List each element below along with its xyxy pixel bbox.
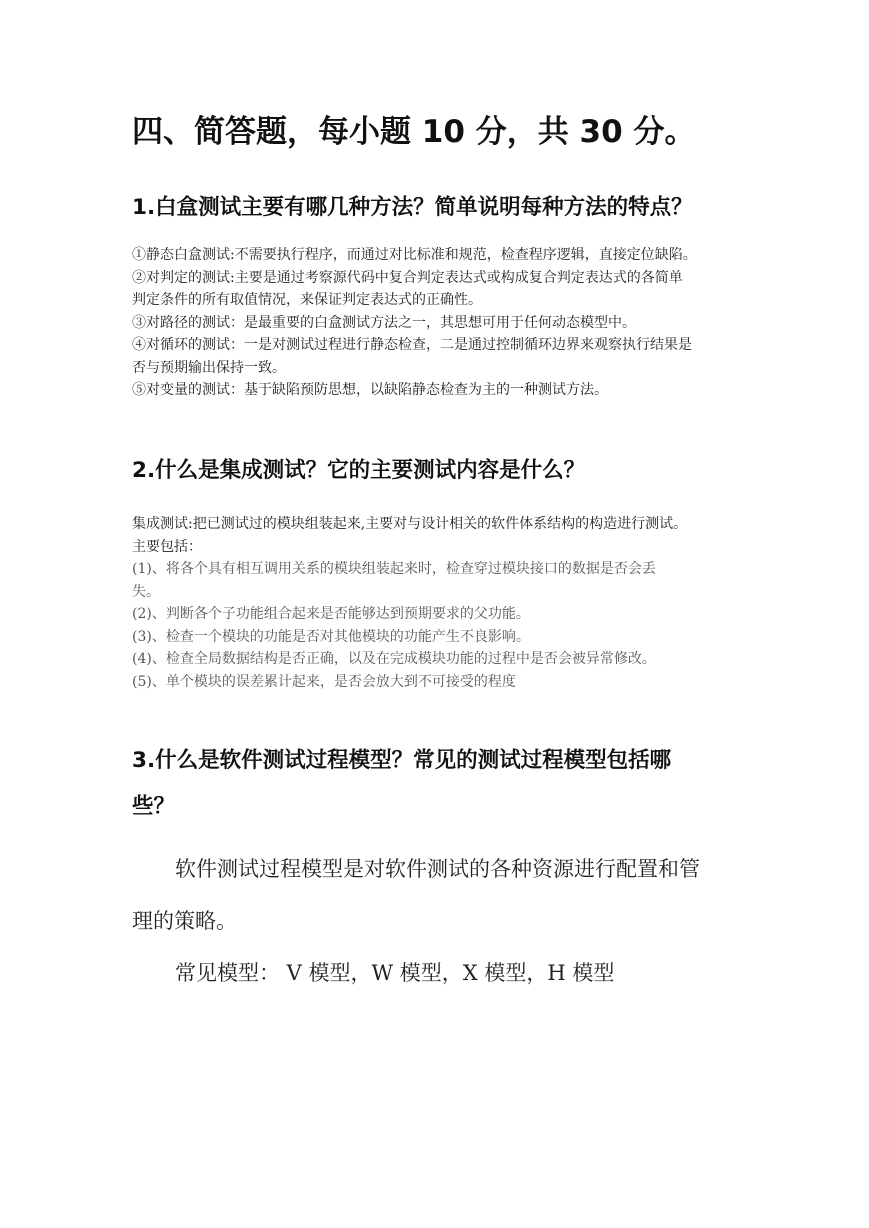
answer-line: (1)、将各个具有相互调用关系的模块组装起来时，检查穿过模块接口的数据是否会丢 bbox=[132, 561, 656, 577]
answer-line: 软件测试过程模型是对软件测试的各种资源进行配置和管 bbox=[175, 857, 700, 881]
answer-line: ③对路径的测试：是最重要的白盒测试方法之一，其思想可用于任何动态模型中。 bbox=[132, 314, 636, 331]
question-3-answer bbox=[132, 843, 746, 999]
answer-line: 否与预期输出保持一致。 bbox=[132, 359, 286, 376]
question-3-heading bbox=[132, 738, 752, 830]
answer-line: (4)、检查全局数据结构是否正确，以及在完成模块功能的过程中是否会被异常修改。 bbox=[132, 651, 656, 667]
question-1-answer bbox=[132, 244, 746, 402]
answer-line: 判定条件的所有取值情况，来保证判定表达式的正确性。 bbox=[132, 292, 482, 308]
answer-line: (2)、判断各个子功能组合起来是否能够达到预期要求的父功能。 bbox=[132, 606, 530, 622]
heading-line: 些？ bbox=[132, 794, 176, 819]
answer-line: ④对循环的测试：一是对测试过程进行静态检查，二是通过控制循环边界来观察执行结果是 bbox=[132, 337, 692, 353]
question-2-heading: 2.什么是集成测试？它的主要测试内容是什么？ bbox=[132, 458, 586, 483]
answer-line: (5)、单个模块的误差累计起来，是否会放大到不可接受的程度 bbox=[132, 673, 516, 690]
answer-line: 失。 bbox=[132, 583, 160, 600]
answer-line: 主要包括： bbox=[132, 538, 202, 555]
answer-line: ⑤对变量的测试：基于缺陷预防思想，以缺陷静态检查为主的一种测试方法。 bbox=[132, 382, 608, 398]
answer-line: 常见模型： V 模型，W 模型，X 模型，H 模型 bbox=[175, 961, 615, 985]
question-2-answer bbox=[132, 513, 746, 693]
answer-line: ①静态白盒测试:不需要执行程序，而通过对比标准和规范，检查程序逻辑，直接定位缺陷。 bbox=[132, 247, 697, 263]
answer-line: ②对判定的测试:主要是通过考察源代码中复合判定表达式或构成复合判定表达式的各简单 bbox=[132, 269, 683, 286]
answer-line: 集成测试:把已测试过的模块组装起来,主要对与设计相关的软件体系结构的构造进行测试。 bbox=[132, 516, 688, 532]
heading-line: 3.什么是软件测试过程模型？常见的测试过程模型包括哪 bbox=[132, 748, 672, 773]
section-title: 四、简答题，每小题 10 分，共 30 分。 bbox=[132, 114, 696, 150]
question-1-heading: 1.白盒测试主要有哪几种方法？简单说明每种方法的特点？ bbox=[132, 195, 693, 220]
answer-line: (3)、检查一个模块的功能是否对其他模块的功能产生不良影响。 bbox=[132, 628, 530, 645]
answer-line: 理的策略。 bbox=[132, 909, 237, 933]
